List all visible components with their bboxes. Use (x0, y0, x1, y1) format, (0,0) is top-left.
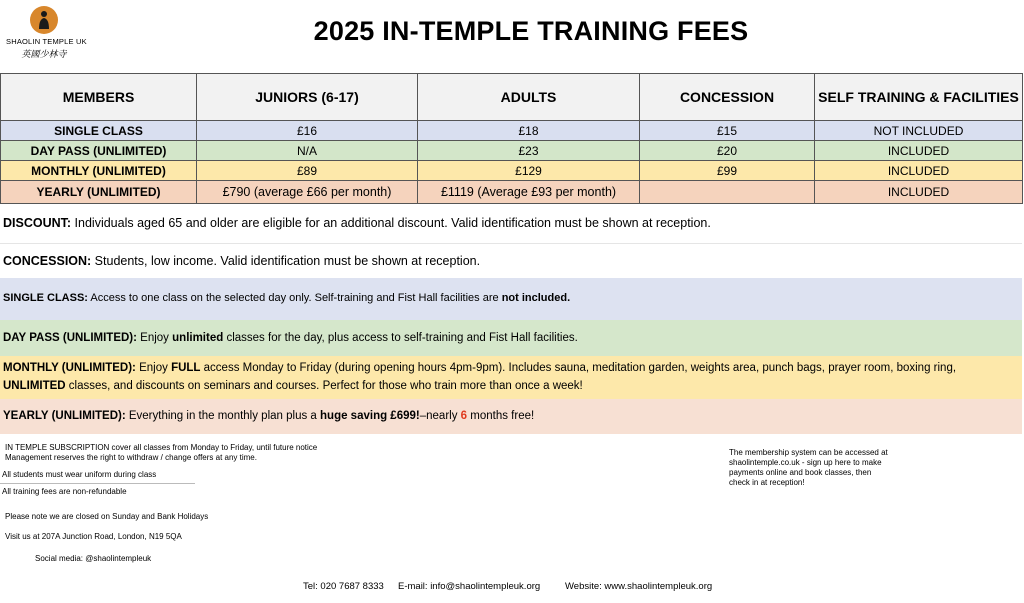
yearly-label: YEARLY (UNLIMITED): (3, 410, 126, 422)
concession-text: Students, low income. Valid identification must be shown at reception. (91, 254, 481, 268)
social-media-note: Social media: @shaolintempleuk (35, 554, 152, 563)
row-label: YEARLY (UNLIMITED) (1, 181, 197, 204)
adults-price: £23 (418, 141, 640, 161)
row-label: MONTHLY (UNLIMITED) (1, 161, 197, 181)
fees-table (0, 73, 1023, 204)
juniors-price: N/A (197, 141, 418, 161)
subscription-note: IN TEMPLE SUBSCRIPTION cover all classes from Monday to Friday, until future notice (5, 443, 318, 452)
juniors-price: £89 (197, 161, 418, 181)
header-concession: CONCESSION (640, 74, 815, 121)
table-row (1, 181, 1023, 204)
adults-price: £129 (418, 161, 640, 181)
concession-label: CONCESSION: (3, 254, 92, 268)
monthly-post2: classes, and discounts on seminars and courses. Perfect for those who train more than once a week! (65, 380, 583, 392)
monthly-note (0, 356, 1022, 399)
footer-email: E-mail: info@shaolintempleuk.org (398, 581, 541, 592)
single-bold: not included. (501, 292, 571, 304)
management-note: Management reserves the right to withdraw / change offers at any time. (5, 453, 257, 462)
daypass-label: DAY PASS (UNLIMITED): (3, 332, 137, 344)
facilities-status: INCLUDED (815, 161, 1023, 181)
facilities-status: INCLUDED (815, 141, 1023, 161)
yearly-red: 6 (460, 410, 468, 422)
daypass-bold: unlimited (172, 332, 224, 344)
day-pass-note (0, 320, 1022, 356)
facilities-status: INCLUDED (815, 181, 1023, 204)
adults-price: £1119 (Average £93 per month) (418, 181, 640, 204)
header-facilities: SELF TRAINING & FACILITIES (815, 74, 1023, 121)
discount-note (0, 207, 1022, 243)
single-label: SINGLE CLASS: (3, 292, 88, 304)
header-adults: ADULTS (418, 74, 640, 121)
membership-note (729, 448, 888, 488)
row-label: DAY PASS (UNLIMITED) (1, 141, 197, 161)
divider (0, 483, 195, 484)
yearly-pre: Everything in the monthly plan plus a (125, 410, 321, 422)
yearly-note (0, 399, 1022, 434)
yearly-bold: huge saving £699! (320, 410, 420, 422)
single-text: Access to one class on the selected day only. Self-training and Fist Hall facilities are (87, 292, 502, 304)
concession-price: £15 (640, 121, 815, 141)
adults-price: £18 (418, 121, 640, 141)
facilities-status: NOT INCLUDED (815, 121, 1023, 141)
membership-line: The membership system can be accessed at (729, 448, 888, 457)
closing-note: Please note we are closed on Sunday and Bank Holidays (5, 512, 209, 521)
table-row (1, 121, 1023, 141)
yearly-post: months free! (467, 410, 535, 422)
discount-label: DISCOUNT: (3, 216, 72, 230)
footer-phone: Tel: 020 7687 8333 (303, 581, 384, 592)
page-title: 2025 IN-TEMPLE TRAINING FEES (313, 16, 749, 46)
membership-line: payments online and book classes, then (729, 468, 872, 477)
table-row (1, 141, 1023, 161)
concession-price: £20 (640, 141, 815, 161)
header-juniors: JUNIORS (6-17) (197, 74, 418, 121)
juniors-price: £16 (197, 121, 418, 141)
logo-text: SHAOLIN TEMPLE UK (6, 37, 87, 46)
daypass-post: classes for the day, plus access to self-training and Fist Hall facilities. (223, 332, 578, 344)
yearly-mid: –nearly (419, 410, 461, 422)
concession-price (640, 181, 815, 204)
row-label: SINGLE CLASS (1, 121, 197, 141)
single-class-note (0, 278, 1022, 320)
discount-text: Individuals aged 65 and older are eligible for an additional discount. Valid identification must be shown at reception. (71, 216, 711, 230)
address-note: Visit us at 207A Junction Road, London, N19 5QA (5, 532, 182, 541)
concession-price: £99 (640, 161, 815, 181)
monthly-label: MONTHLY (UNLIMITED): (3, 362, 136, 374)
monthly-post: access Monday to Friday (during opening hours 4pm-9pm). Includes sauna, meditation garden, weights area, punch bags, prayer room, boxing ring, (200, 362, 957, 374)
daypass-pre: Enjoy (136, 332, 173, 344)
monthly-bold2: UNLIMITED (3, 380, 66, 392)
juniors-price: £790 (average £66 per month) (197, 181, 418, 204)
concession-note (0, 243, 1022, 278)
footer-website: Website: www.shaolintempleuk.org (565, 581, 713, 592)
refund-note: All training fees are non-refundable (2, 487, 127, 496)
membership-line: shaolintemple.co.uk - sign up here to make (729, 458, 882, 467)
header-members: MEMBERS (1, 74, 197, 121)
table-header-row (1, 74, 1023, 121)
logo-chinese-text: 英國少林寺 (21, 50, 67, 60)
table-row (1, 161, 1023, 181)
uniform-note: All students must wear uniform during class (2, 470, 157, 479)
monthly-pre: Enjoy (135, 362, 172, 374)
monthly-bold: FULL (171, 362, 201, 374)
membership-line: check in at reception! (729, 478, 805, 487)
